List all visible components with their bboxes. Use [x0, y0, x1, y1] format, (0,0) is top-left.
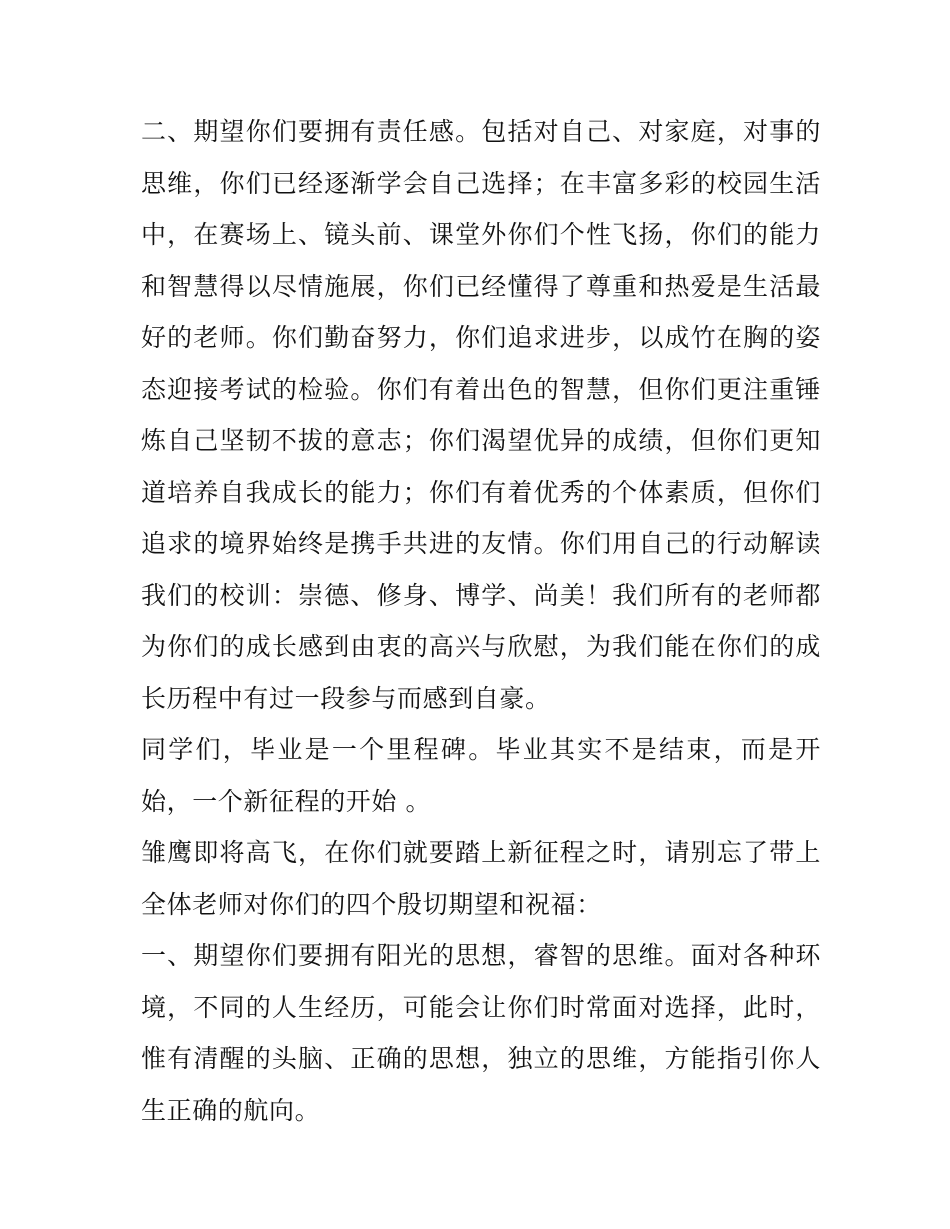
paragraph-sunny-thinking: 一、期望你们要拥有阳光的思想，睿智的思维。面对各种环境，不同的人生经历，可能会让你们时常面对选择，此时，惟有清醒的头脑、正确的思想，独立的思维，方能指引你人生正确的航向。 — [141, 941, 821, 1125]
paragraph-graduation-milestone: 同学们，毕业是一个里程碑。毕业其实不是结束，而是开始，一个新征程的开始 。 — [141, 735, 821, 816]
paragraph-responsibility: 二、期望你们要拥有责任感。包括对自己、对家庭，对事的思维，你们已经逐渐学会自己选择；在丰富多彩的校园生活中，在赛场上、镜头前、课堂外你们个性飞扬，你们的能力和智慧得以尽情施展，你们已经懂得了尊重和热爱是生活最好的老师。你们勤奋努力，你们追求进步，以成竹在胸的姿态迎接考试的检验。你们有着出色的智慧，但你们更注重锤炼自己坚韧不拔的意志；你们渴望优异的成绩，但你们更知道培养自我成长的能力；你们有着优秀的个体素质，但你们追求的境界始终是携手共进的友情。你们用自己的行动解读我们的校训：崇德、修身、博学、尚美！我们所有的老师都为你们的成长感到由衷的高兴与欣慰，为我们能在你们的成长历程中有过一段参与而感到自豪。 — [141, 117, 821, 713]
paragraph-four-wishes: 雏鹰即将高飞，在你们就要踏上新征程之时，请别忘了带上全体老师对你们的四个殷切期望和祝福： — [141, 838, 821, 919]
body-text — [141, 106, 821, 1136]
